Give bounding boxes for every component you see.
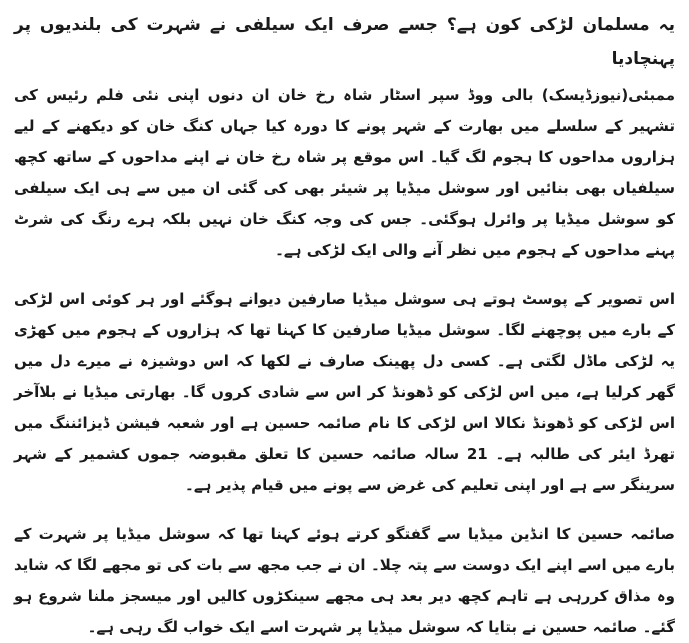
article-paragraph-3: صائمہ حسین کا انڈین میڈیا سے گفتگو کرتے ہوئے کہنا تھا کہ سوشل میڈیا پر شہرت کے بارے میں اسے اپنے ایک دوست سے پتہ چلا۔ ان نے جب مجھ سے بات کی تو مجھے لگا کہ شاید وہ مذاق کررہی ہے تاہم کچھ دیر بعد ہی مجھے سینکڑوں کالیں اور میسجز ملنا شروع ہو گئے۔ صائمہ حسین نے بتایا کہ سوشل میڈیا پر شہرت اسے ایک خواب لگ رہی ہے۔ bbox=[14, 525, 675, 636]
article-paragraph-1: ممبئی(نیوزڈیسک) بالی ووڈ سپر اسٹار شاہ رخ خان ان دنوں اپنی نئی فلم رئیس کی تشہیر کے سلسلے میں بھارت کے شہر پونے کا دورہ کیا جہاں کنگ خان کو دیکھنے کے لیے ہزاروں مداحوں کا ہجوم لگ گیا۔ اس موقع پر شاہ رخ خان نے اپنے مداحوں کے ساتھ کچھ سیلفیاں بھی بنائیں اور سوشل میڈیا پر شیئر بھی کی گئی ان میں سے ہی ایک سیلفی کو سوشل میڈیا پر وائرل ہوگئی۔ جس کی وجہ کنگ خان نہیں بلکہ ہرے رنگ کی شرٹ پہنے مداحوں کے ہجوم میں نظر آنے والی ایک لڑکی ہے۔ bbox=[14, 86, 675, 259]
article-paragraph-2: اس تصویر کے پوسٹ ہوتے ہی سوشل میڈیا صارفین دیوانے ہوگئے اور ہر کوئی اس لڑکی کے بارے میں پوچھنے لگا۔ سوشل میڈیا صارفین کا کہنا تھا کہ ہزاروں کے ہجوم میں کھڑی یہ لڑکی ماڈل لگتی ہے۔ کسی دل پھینک صارف نے لکھا کہ اس دوشیزہ نے میرے دل میں گھر کرلیا ہے، میں اس لڑکی کو ڈھونڈ کر اس سے شادی کروں گا۔ بھارتی میڈیا نے بلاآخر اس لڑکی کو ڈھونڈ نکالا اس لڑکی کا نام صائمہ حسین ہے اور شعبہ فیشن ڈیزائننگ میں تھرڈ ایئر کی طالبہ ہے۔ 21 سالہ صائمہ حسین کا تعلق مقبوضہ جموں کشمیر کے شہر سرینگر سے ہے اور اپنی تعلیم کی غرض سے پونے میں قیام پذیر ہے۔ bbox=[14, 290, 675, 494]
article-headline: یہ مسلمان لڑکی کون ہے؟ جسے صرف ایک سیلفی نے شہرت کی بلندیوں پر پہنچادیا bbox=[14, 15, 675, 69]
